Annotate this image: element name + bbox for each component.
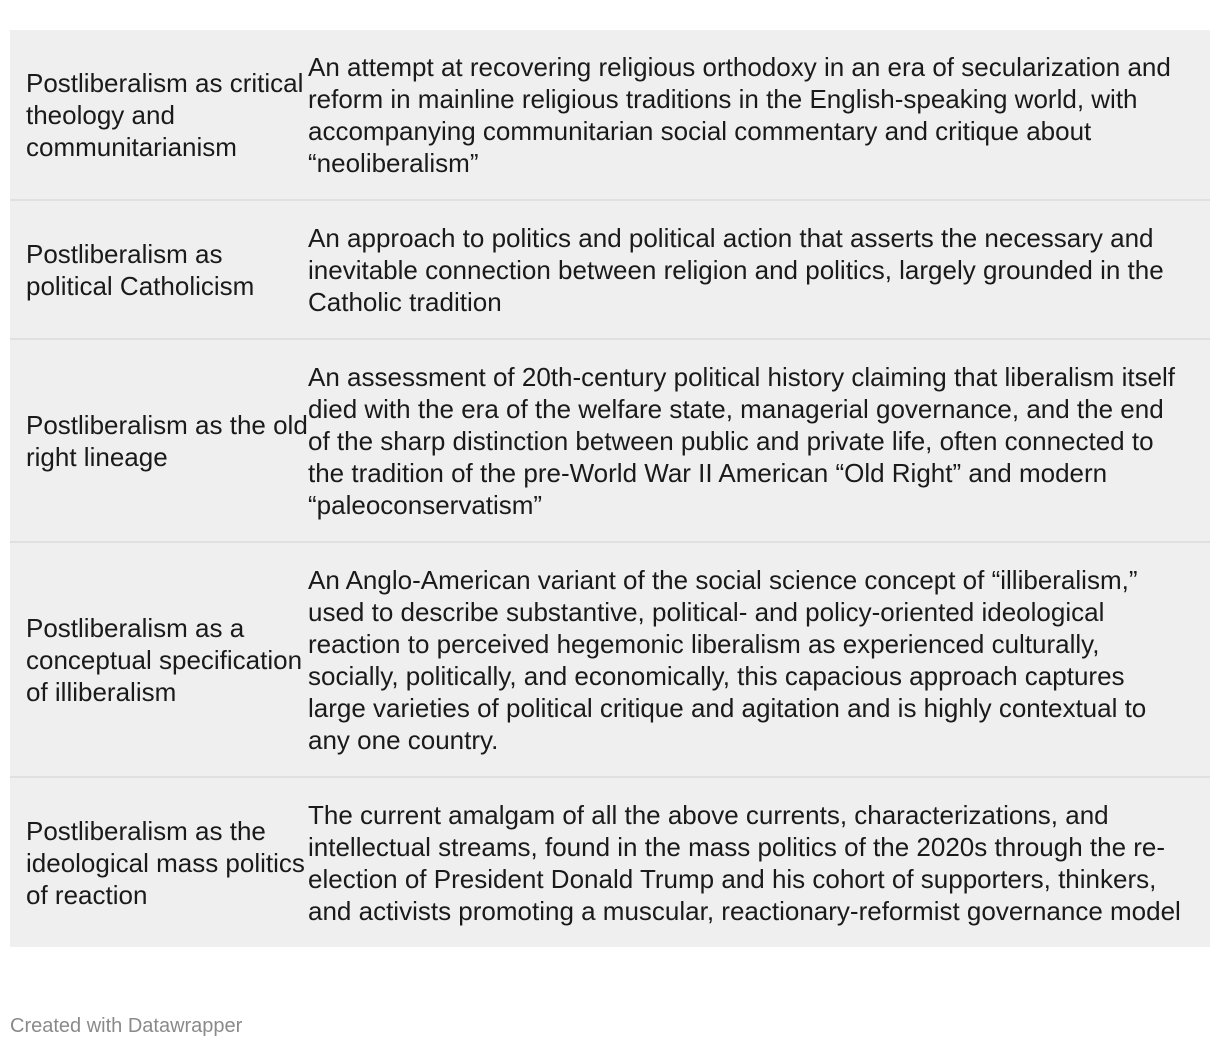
table-row <box>10 201 1210 340</box>
term-cell: Postliberalism as critical theology and communitarianism <box>26 68 304 162</box>
definition-cell: An assessment of 20th-century political history claiming that liberalism itself died with the era of the welfare state, managerial governance, and the end of the sharp distinction between public and private life, often connected to the tradition of the pre-World War II American “Old Right” and modern “paleoconservatism” <box>308 362 1176 520</box>
term-cell: Postliberalism as the old right lineage <box>26 410 308 472</box>
table-row <box>10 778 1210 947</box>
datawrapper-credit[interactable]: Created with Datawrapper <box>10 1015 243 1037</box>
postliberalism-table <box>10 30 1210 947</box>
term-cell: Postliberalism as political Catholicism <box>26 239 255 301</box>
definition-cell: An Anglo-American variant of the social science concept of “illiberalism,” used to describe substantive, political- and policy-oriented ideological reaction to perceived hegemonic liberalism as experienced culturally, socially, politically, and economically, this capacious approach captures large varieties of political critique and agitation and is highly contextual to any one country. <box>308 565 1147 755</box>
definition-cell: An attempt at recovering religious orthodoxy in an era of secularization and reform in mainline religious traditions in the English-speaking world, with accompanying communitarian social commentary and critique about “neoliberalism” <box>308 52 1171 178</box>
term-cell: Postliberalism as a conceptual specification of illiberalism <box>26 613 303 707</box>
term-cell: Postliberalism as the ideological mass politics of reaction <box>26 816 305 910</box>
table-row <box>10 543 1210 778</box>
definition-cell: An approach to politics and political action that asserts the necessary and inevitable connection between religion and politics, largely grounded in the Catholic tradition <box>308 223 1164 317</box>
definition-cell: The current amalgam of all the above currents, characterizations, and intellectual streams, found in the mass politics of the 2020s through the re-election of President Donald Trump and his cohort of supporters, thinkers, and activists promoting a muscular, reactionary-reformist governance model <box>308 800 1181 926</box>
table-row <box>10 30 1210 201</box>
table-row <box>10 340 1210 543</box>
